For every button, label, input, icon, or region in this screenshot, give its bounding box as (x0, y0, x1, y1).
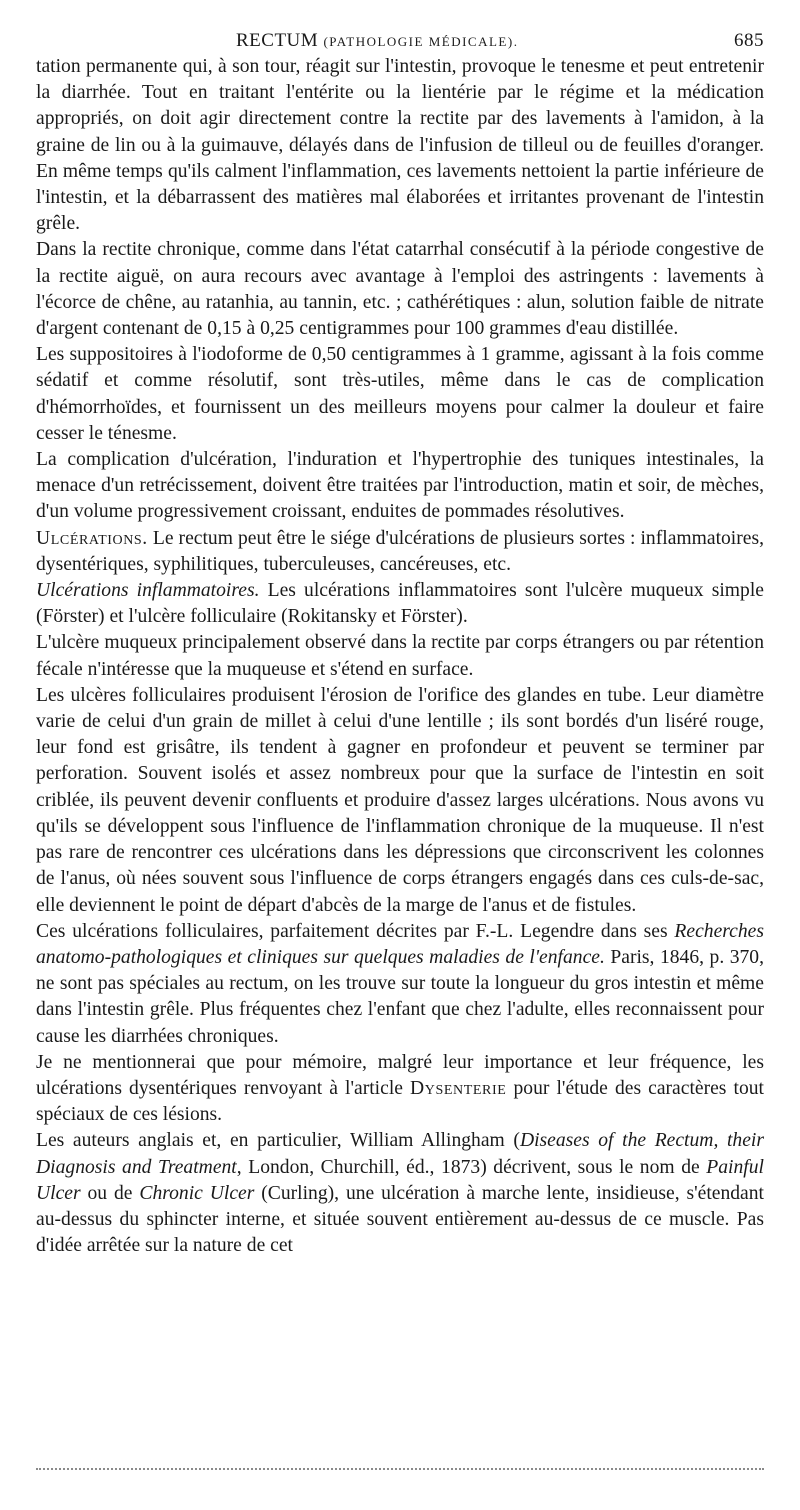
term-italic: Chronic Ulcer (139, 1182, 255, 1204)
running-title-main: RECTUM (236, 30, 319, 51)
body-text (36, 54, 764, 1259)
running-head (36, 0, 764, 54)
page-bottom-rule (36, 1468, 764, 1470)
paragraph-text: Ces ulcérations folliculaires, parfaitement décrites par F.-L. Legendre dans ses (36, 920, 675, 942)
book-page (36, 0, 764, 1259)
cited-work-title: Recherches anatomo-pathologiques et cliniques sur quelques maladies de l'enfance. (36, 920, 764, 968)
paragraph-text: Je ne mentionnerai que pour mémoire, malgré leur importance et leur fréquence, les ulcérations dysentériques renvoyant à l'article (36, 1051, 764, 1099)
paragraph (36, 1050, 764, 1129)
paragraph-text: Les auteurs anglais et, en particulier, William Allingham ( (36, 1130, 520, 1152)
cross-reference: Dysenterie (410, 1077, 507, 1099)
paragraph (36, 683, 764, 919)
paragraph (36, 447, 764, 526)
paragraph-text: Les suppositoires à l'iodoforme de 0,50 centigrammes à 1 gramme, agissant à la fois comme sédatif et comme résolutif, sont très-utiles, même dans le cas de complication d'hémorrhoïdes, et fournissent un des meilleurs moyens pour calmer la douleur et faire cesser le ténesme. (36, 344, 764, 444)
paragraph (36, 630, 764, 682)
term-italic: Painful Ulcer (36, 1156, 764, 1204)
paragraph-section-ulcerations (36, 526, 764, 578)
paragraph-text: L'ulcère muqueux principalement observé dans la rectite par corps étrangers ou par rétention fécale n'intéresse que la muqueuse et s'étend en surface. (36, 632, 764, 680)
paragraph (36, 342, 764, 447)
paragraph-text: pour l'étude des caractères tout spéciaux de ces lésions. (36, 1077, 764, 1126)
page-number: 685 (734, 30, 764, 51)
paragraph-text: Dans la rectite chronique, comme dans l'état catarrhal consécutif à la période congestive de la rectite aiguë, on aura recours avec avantage à l'emploi des astringents : lavements à l'écorce de chêne, au ratanhia, au tannin, etc. ; cathérétiques : alun, solution faible de nitrate d'argent contenant de 0,15 à 0,25 centigrammes pour 100 grammes d'eau distillée. (36, 239, 764, 340)
paragraph-text: ou de (80, 1182, 140, 1204)
paragraph-text: Le rectum peut être le siége d'ulcérations de plusieurs sortes : inflammatoires, dysentériques, syphilitiques, tuberculeuses, cancéreuses, etc. (36, 527, 764, 575)
paragraph-text: tation permanente qui, à son tour, réagit sur l'intestin, provoque le tenesme et peut entretenir la diarrhée. Tout en traitant l'entérite ou la lientérie par le régime et la médication appropriés, on doit agir directement contre la rectite par des lavements à l'amidon, à la graine de lin ou à la guimauve, délayés dans de l'infusion de tilleul ou de feuilles d'oranger. En même temps qu'ils calment l'inflammation, ces lavements nettoient la partie inférieure de l'intestin, et la débarrassent des matières mal élaborées et irritantes provenant de l'intestin grêle. (36, 56, 764, 235)
subsection-heading: Ulcérations inflammatoires. (36, 580, 260, 602)
running-title (236, 30, 518, 52)
running-title-sub: (PATHOLOGIE MÉDICALE). (323, 34, 519, 49)
paragraph-text: Les ulcérations inflammatoires sont l'ulcère muqueux simple (Förster) et l'ulcère folliculaire (Rokitansky et Förster). (36, 580, 764, 628)
paragraph-text: , London, Churchill, éd., 1873) décrivent, sous le nom de (236, 1156, 707, 1178)
paragraph-text: La complication d'ulcération, l'induration et l'hypertrophie des tuniques intestinales, la menace d'un retrécissement, doivent être traitées par l'introduction, matin et soir, de mèches, d'un volume progressivement croissant, enduites de pommades résolutives. (36, 449, 764, 523)
paragraph-text: Les ulcères folliculaires produisent l'érosion de l'orifice des glandes en tube. Leur diamètre varie de celui d'un grain de millet à celui d'une lentille ; ils sont bordés d'un liséré rouge, leur fond est grisâtre, ils tendent à gagner en profondeur et peuvent se terminer par perforation. Souvent isolés et assez nombreux pour que la surface de l'intestin en soit criblée, ils peuvent devenir confluents et produire d'assez larges ulcérations. Nous avons vu qu'ils se développent sous l'influence de l'inflammation chronique de la muqueuse. Il n'est pas rare de rencontrer ces ulcérations dans les dépressions que circonscrivent les colonnes de l'anus, où nées souvent sous l'influence de corps étrangers engagés dans ces culs-de-sac, elle deviennent le point de départ d'abcès de la marge de l'anus et de fistules. (36, 684, 764, 916)
paragraph (36, 237, 764, 342)
paragraph (36, 54, 764, 237)
paragraph (36, 1128, 764, 1259)
paragraph-text: (Curling), une ulcération à marche lente, insidieuse, s'étendant au-dessus du sphincter interne, et située souvent entièrement au-dessus de ce muscle. Pas d'idée arrêtée sur la nature de cet (36, 1182, 764, 1257)
paragraph (36, 919, 764, 1050)
section-heading: Ulcérations. (36, 527, 148, 549)
paragraph-text: Paris, 1846, p. 370, ne sont pas spéciales au rectum, on les trouve sur toute la longueur du gros intestin et même dans l'intestin grêle. Plus fréquentes chez l'enfant que chez l'adulte, elles reconnaissent pour cause les diarrhées chroniques. (36, 946, 765, 1047)
cited-work-title: Diseases of the Rectum, their Diagnosis and Treatment (36, 1130, 764, 1178)
paragraph-subsection-inflammatoires (36, 578, 764, 630)
